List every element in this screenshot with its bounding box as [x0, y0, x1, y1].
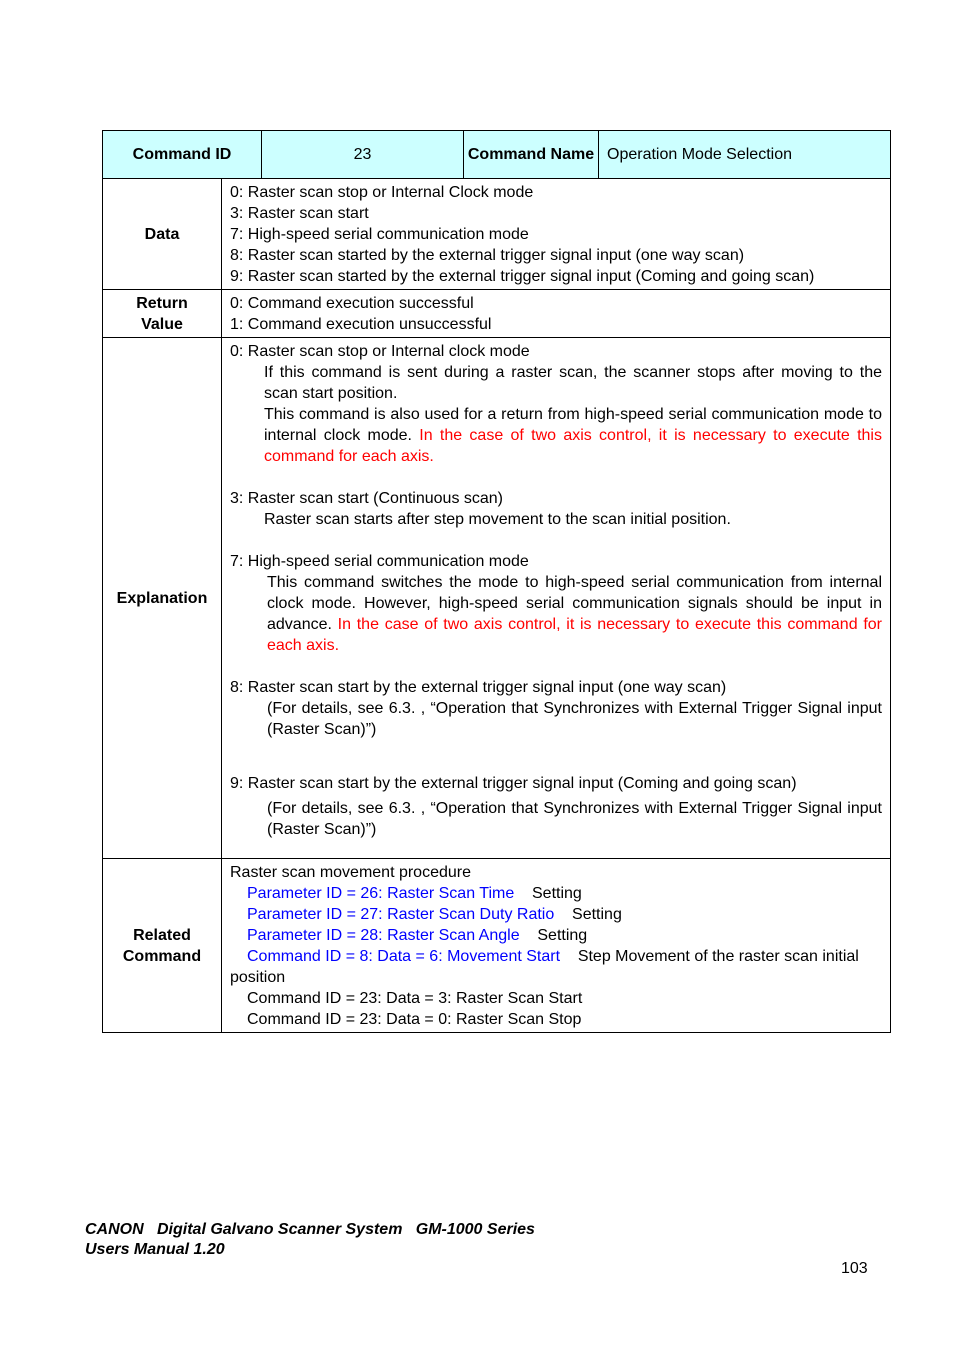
explanation-paragraph: This command switches the mode to high-speed serial communication from internal clock mode. However, high-speed serial communication signals should be input in advance. In the case of two axis control, it is necessary to execute this command for each axis.	[267, 574, 882, 654]
page-number: 103	[841, 1260, 868, 1277]
explanation-label: Explanation	[103, 338, 222, 859]
data-line: 7: High-speed serial communication mode	[230, 226, 529, 243]
footer-manual-version: Users Manual 1.20	[85, 1241, 225, 1258]
related-item: Command ID = 23: Data = 0: Raster Scan Stop	[247, 1011, 582, 1028]
data-row	[103, 179, 891, 290]
return-line: 0: Command execution successful	[230, 295, 474, 312]
command-id-value: 23	[262, 131, 464, 178]
warning-note: In the case of two axis control, it is necessary to execute this command for each axis.	[264, 427, 882, 465]
warning-note: In the case of two axis control, it is necessary to execute this command for each axis.	[267, 616, 882, 654]
explanation-paragraph: (For details, see 6.3. , “Operation that Synchronizes with External Trigger Signal input (Raster Scan)”)	[267, 800, 882, 838]
explanation-paragraph: If this command is sent during a raster scan, the scanner stops after moving to the scan start position.	[264, 364, 882, 402]
related-command-row	[103, 859, 891, 1033]
related-link[interactable]: Parameter ID = 26: Raster Scan Time	[247, 885, 515, 902]
explanation-section-title: 0: Raster scan stop or Internal clock mode	[230, 343, 530, 360]
footer	[85, 1220, 535, 1260]
related-link[interactable]: Parameter ID = 28: Raster Scan Angle	[247, 927, 520, 944]
data-line: 9: Raster scan started by the external trigger signal input (Coming and going scan)	[230, 268, 815, 285]
data-line: 8: Raster scan started by the external trigger signal input (one way scan)	[230, 247, 745, 264]
related-title: Raster scan movement procedure	[230, 864, 471, 881]
related-command-label: Related Command	[103, 859, 222, 1033]
command-name-label: Command Name	[464, 131, 599, 178]
explanation-text	[222, 338, 891, 859]
related-item: Command ID = 8: Data = 6: Movement Start Step Movement of the raster scan initial	[247, 948, 859, 965]
explanation-paragraph: (For details, see 6.3. , “Operation that Synchronizes with External Trigger Signal input (Raster Scan)”)	[267, 700, 882, 738]
related-item: Parameter ID = 26: Raster Scan Time Setting	[247, 885, 582, 902]
return-values	[222, 290, 891, 338]
related-commands	[222, 859, 891, 1033]
return-value-row	[103, 290, 891, 338]
footer-product: CANON Digital Galvano Scanner System GM-1000 Series	[85, 1221, 535, 1238]
explanation-section-title: 7: High-speed serial communication mode	[230, 553, 529, 570]
explanation-section-title: 9: Raster scan start by the external trigger signal input (Coming and going scan)	[230, 775, 797, 792]
return-value-label: Return Value	[103, 290, 222, 338]
explanation-paragraph: This command is also used for a return from high-speed serial communication mode to internal clock mode. In the case of two axis control, it is necessary to execute this command for each axis.	[264, 406, 882, 465]
return-line: 1: Command execution unsuccessful	[230, 316, 492, 333]
data-label: Data	[103, 179, 222, 290]
explanation-paragraph: Raster scan starts after step movement to the scan initial position.	[264, 511, 731, 528]
data-line: 3: Raster scan start	[230, 205, 369, 222]
related-item: Parameter ID = 28: Raster Scan Angle Setting	[247, 927, 588, 944]
related-item: Parameter ID = 27: Raster Scan Duty Ratio Setting	[247, 906, 622, 923]
related-item: Command ID = 23: Data = 3: Raster Scan Start	[247, 990, 583, 1007]
related-link[interactable]: Parameter ID = 27: Raster Scan Duty Ratio	[247, 906, 555, 923]
explanation-section-title: 3: Raster scan start (Continuous scan)	[230, 490, 504, 507]
command-detail-table	[102, 178, 891, 1033]
command-id-label: Command ID	[103, 131, 262, 178]
data-values	[222, 179, 891, 290]
related-wrap: position	[230, 969, 286, 986]
command-name-value: Operation Mode Selection	[607, 146, 792, 163]
data-line: 0: Raster scan stop or Internal Clock mode	[230, 184, 534, 201]
related-link[interactable]: Command ID = 8: Data = 6: Movement Start	[247, 948, 561, 965]
explanation-row	[103, 338, 891, 859]
explanation-section-title: 8: Raster scan start by the external trigger signal input (one way scan)	[230, 679, 727, 696]
command-header-row	[102, 130, 891, 179]
